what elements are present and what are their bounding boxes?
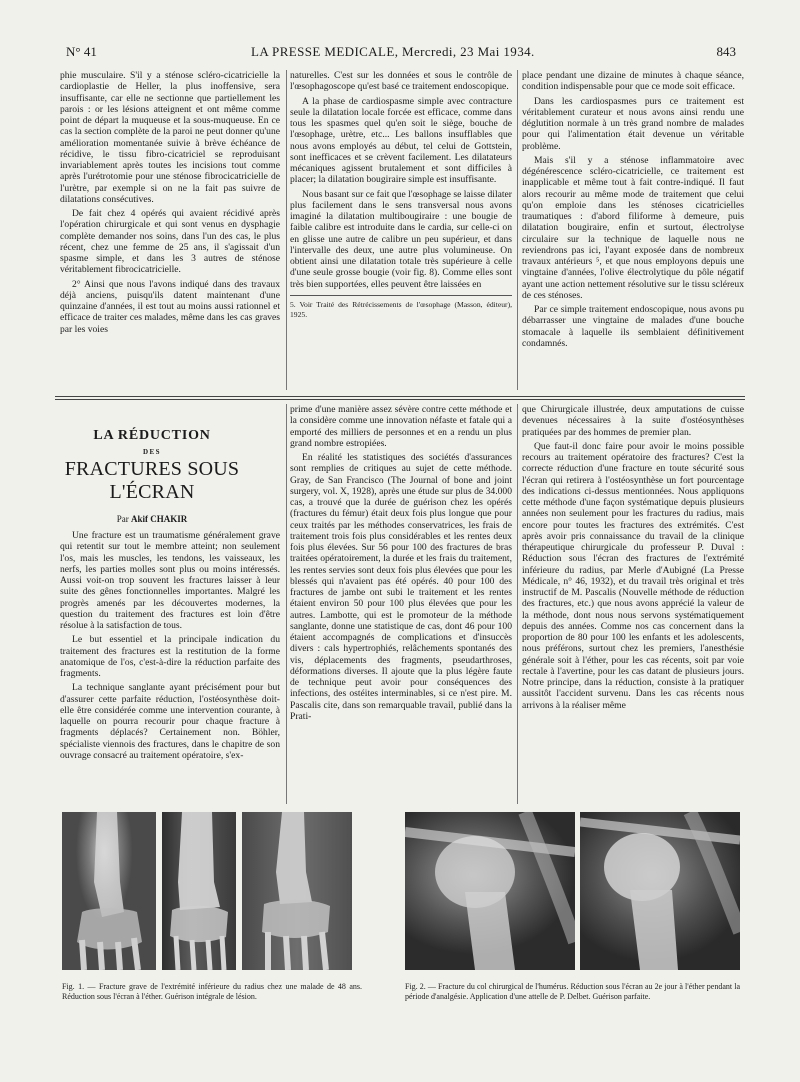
- xray-bone-shapes: [580, 812, 740, 970]
- column-divider: [286, 70, 287, 390]
- prev-article-column-3: [522, 70, 744, 352]
- article-separator: [55, 396, 745, 397]
- paragraph: Nous basant sur ce fait que l'œsophage se laisse dilater plus facilement dans le sens transversal nous avons imaginé la dilatation multibougiraire : une bougie de faible calibre est introduite dans le cardia, sur celle-ci on en glisse une autre de calibre un peu supérieur, et dans l'intervalle des deux, une autre plus volumineuse. On obtient ainsi une dilatation totale très supérieure à celle d'une seule grosse bougie (voir fig. 8). Comme elles sont très bien supportées, elles peuvent être laissées en: [290, 188, 512, 290]
- paragraph: que Chirurgicale illustrée, deux amputations de cuisse devenues nécessaires à la suite d'ostéosynthèses pratiquées par des hommes de premier plan.: [522, 404, 744, 438]
- paragraph: place pendant une dizaine de minutes à chaque séance, condition indispensable pour que ce mode soit efficace.: [522, 70, 744, 93]
- author-name: Akif CHAKIR: [130, 514, 188, 524]
- article-column-3: [522, 404, 744, 714]
- paragraph: En réalité les statistiques des sociétés d'assurances sont remplies de critiques au sujet de cette méthode. Gray, de San Francisco (The Journal of bone and joint surgery, vol. X, 1928), après une étude sur plus de 34.000 cas, a trouvé que la durée de guérison chez les opérés (fractures du fémur) était deux fois plus longue que pour ceux traités par les méthodes conservatrices, les frais de traitement trois fois plus considérables et les rentes deux fois plus élevées. Sur 56 pour 100 des fractures de bras traitées opératoirement, la durée et les frais du traitement, les rentes servies sont deux fois plus élevées que pour les blessés qui n'avaient pas été opérés. 40 pour 100 des fractures de jambe ont subi le traitement et les rentes étaient environ 50 pour 100 plus élevées que pour les autres. Lambotte, qui est le promoteur de la méthode sanglante, donne une statistique de cas, dont 46 pour 100 étaient accompagnés de complications et d'insuccès divers : cals hypertrophiés, relâchements spontanés des vis, déplacements des fragments, pseudarthroses, déformations diverses. Il ajoute que la plus légère faute de technique peut avoir pour conséquences des infections, des ostéites interminables, si ce n'est pire. M. Pascalis cite, dans son remarquable travail, publié dans la Prati-: [290, 452, 512, 722]
- article-title-line-2: DES: [142, 448, 162, 456]
- xray-wrist-image-1: [62, 812, 156, 970]
- paragraph: Que faut-il donc faire pour avoir le moins possible recours au traitement opératoire des fractures? C'est la correcte réduction d'une fracture en toute sécurité sous l'écran qui retirera à l'ostéosynthèse un fort pourcentage des indications ci-dessus mentionnées. Nous appliquons cette méthode d'une façon systématique depuis plusieurs années non seulement pour les fractures du radius, mais encore pour toutes les fractures des extrémités. C'est après avoir pris connaissance du travail de la clinique thérapeutique chirurgicale du professeur P. Duval : Réduction sous l'écran des fractures de l'extrémité inférieure du radius, par Merle d'Aubigné (La Presse Médicale, n° 46, 1932), et du travail très original et très instructif de M. Pascalis (Nouvelle méthode de réduction des fractures, etc.) que nous avons apprécié la valeur de la méthode, dont nous nous servons systématiquement depuis des années. Comme nos cas concernent dans la proportion de 80 pour 100 les enfants et les adolescents, nous préférons, surtout chez les premiers, l'anesthésie générale soit à l'éther, pour les cas récents, soit par voie rectale à l'avertine, pour les cas datant de plusieurs jours. Notre principe, dans la réduction, consiste à la pratiquer aussitôt l'accident survenu. Dans les cas récents nous arrivons à la réaliser même: [522, 440, 744, 711]
- paragraph: 2° Ainsi que nous l'avons indiqué dans des travaux déjà anciens, puisqu'ils datent maintenant d'une quinzaine d'années, il est tout au moins aussi rationnel et efficace de traiter ces malades, même dans les cas graves par les voies: [60, 278, 280, 335]
- article-title-block: [62, 428, 242, 524]
- article-byline: [62, 514, 242, 524]
- paragraph: De fait chez 4 opérés qui avaient récidivé après l'opération chirurgicale et qui sont venus en dysphagie complète demander nos soins, dans l'un des cas, le plus récent, chez une femme de 25 ans, il s'agissait d'un spasme simple, et dans les 3 autres de sténose véritablement fibrocicatricielle.: [60, 208, 280, 276]
- column-divider: [517, 404, 518, 804]
- xray-wrist-image-2: [162, 812, 236, 970]
- journal-title-date: LA PRESSE MEDICALE, Mercredi, 23 Mai 1934.: [251, 44, 535, 59]
- paragraph: Une fracture est un traumatisme généralement grave qui retentit sur tout le membre atteint; non seulement l'os, mais les muscles, les tendons, les vaisseaux, les nerfs, les parties molles sont plus ou moins intéressés. Aussi voit-on trop souvent les fractures laisser à leur suite des gênes fonctionnelles importantes. Malgré les progrès amenés par les découvertes modernes, la question du traitement des fractures est loin d'être résolue à la satisfaction de tous.: [60, 530, 280, 631]
- xray-shoulder-image-1: [405, 812, 575, 970]
- paragraph: La technique sanglante ayant précisément pour but d'assurer cette parfaite réduction, l'ostéosynthèse doit-elle être considérée comme une intervention courante, à laquelle on pourra recourir pour chaque fracture à fragments déplacés? Certainement non. Böhler, spécialiste viennois des fractures, dans le chapitre de son ouvrage consacré au traitement opératoire, s'ex-: [60, 682, 280, 761]
- xray-bone-shapes: [242, 812, 352, 970]
- article-title-line-3: FRACTURES SOUS L'ÉCRAN: [64, 458, 240, 503]
- xray-bone-shapes: [162, 812, 236, 970]
- column-divider: [286, 404, 287, 804]
- xray-bone-shapes: [62, 812, 156, 970]
- paragraph: prime d'une manière assez sévère contre cette méthode et la considère comme une innovation néfaste et fatale qui a emporté des milliers de personnes et en a rendu un plus grand nombre estropiées.: [290, 404, 512, 449]
- paragraph: phie musculaire. S'il y a sténose scléro-cicatricielle la cardioplastie de Heller, la plus inoffensive, sera insuffisante, car elle ne sectionne que partiellement les parois : or les lésions atteignent et ont même comme point de départ la muqueuse et la sous-muqueuse. En ce cas la section complète de la paroi ne peut donner qu'une amélioration momentanée suivie à brève échéance de récidive, le tissu fibro-cicatriciel se reproduisant invariablement après toutes les incisions tout comme après l'urétrotomie pour une sténose fibrocicatricielle de l'urètre, par exemple si on ne la fait pas suivre de dilatations consécutives.: [60, 70, 280, 205]
- page-number: 843: [716, 44, 736, 59]
- issue-number: N° 41: [66, 44, 97, 59]
- paragraph: Par ce simple traitement endoscopique, nous avons pu débarrasser une vingtaine de malades d'une bouche stomacale à laquelle ils semblaient définitivement condamnés.: [522, 304, 744, 349]
- figure-2-caption: Fig. 2. — Fracture du col chirurgical de l'humérus. Réduction sous l'écran au 2e jour à l'éther pendant la période d'analgésie. Application d'une attelle de P. Delbet. Guérison parfaite.: [405, 982, 740, 1001]
- paragraph: Le but essentiel et la principale indication du traitement des fractures est la restitution de la forme anatomique de l'os, c'est-à-dire la réduction parfaite des fragments.: [60, 634, 280, 679]
- article-column-1: [60, 530, 280, 764]
- prev-article-column-1: [60, 70, 280, 338]
- paragraph: A la phase de cardiospasme simple avec contracture seule la dilatation locale forcée est efficace, comme dans tous les spasmes quel qu'en soit le siège, bouche de l'œsophage, urètre, etc... Les ballons insufflables que nous avons employés au début, tel celui de Gottstein, sont inefficaces et se crèvent facilement. Les dilatateurs mécaniques agissent brutalement et sont difficiles à placer; la dilatation bougiraire simple est insuffisante.: [290, 95, 512, 186]
- article-separator: [55, 399, 745, 400]
- paragraph: Mais s'il y a sténose inflammatoire avec dégénérescence scléro-cicatricielle, ce traitement est inapplicable et même tout à fait contre-indiqué. Il faut alors recourir au même mode de traitement que celui qu'on emploie dans les sténoses cicatricielles traumatiques : d'abord filiforme à demeure, puis dilatation bougiraire, enfin et surtout, électrolyse circulaire sur la technique de laquelle nous ne reviendrons pas ici, l'ayant exposée dans de nombreux travaux antérieurs ⁵, et que nous employons depuis une vingtaine d'années, l'olive électrolytique du pôle négatif ayant une action nettement résolutive sur le tissu scléreux de ces sténoses.: [522, 154, 744, 301]
- xray-wrist-image-3: [242, 812, 352, 970]
- figure-1-caption: Fig. 1. — Fracture grave de l'extrémité inférieure du radius chez une malade de 48 ans. Réduction sous l'écran à l'éther. Guérison intégrale de lésion.: [62, 982, 362, 1001]
- xray-shoulder-image-2: [580, 812, 740, 970]
- prev-article-column-2: [290, 70, 512, 320]
- paragraph: naturelles. C'est sur les données et sous le contrôle de l'œsophagoscope qu'est basé ce traitement endoscopique.: [290, 70, 512, 93]
- footnote: 5. Voir Traité des Rétrécissements de l'œsophage (Masson, éditeur), 1925.: [290, 295, 512, 320]
- article-column-2: [290, 404, 512, 725]
- column-divider: [517, 70, 518, 390]
- article-title-line-1: LA RÉDUCTION: [93, 428, 211, 443]
- page-header: [66, 44, 736, 62]
- xray-bone-shapes: [405, 812, 575, 970]
- byline-prefix: Par: [116, 514, 129, 524]
- paragraph: Dans les cardiospasmes purs ce traitement est véritablement curateur et nous avons ainsi rendu une déglutition normale à un très grand nombre de malades pour qui l'alimentation était devenue un véritable problème.: [522, 95, 744, 152]
